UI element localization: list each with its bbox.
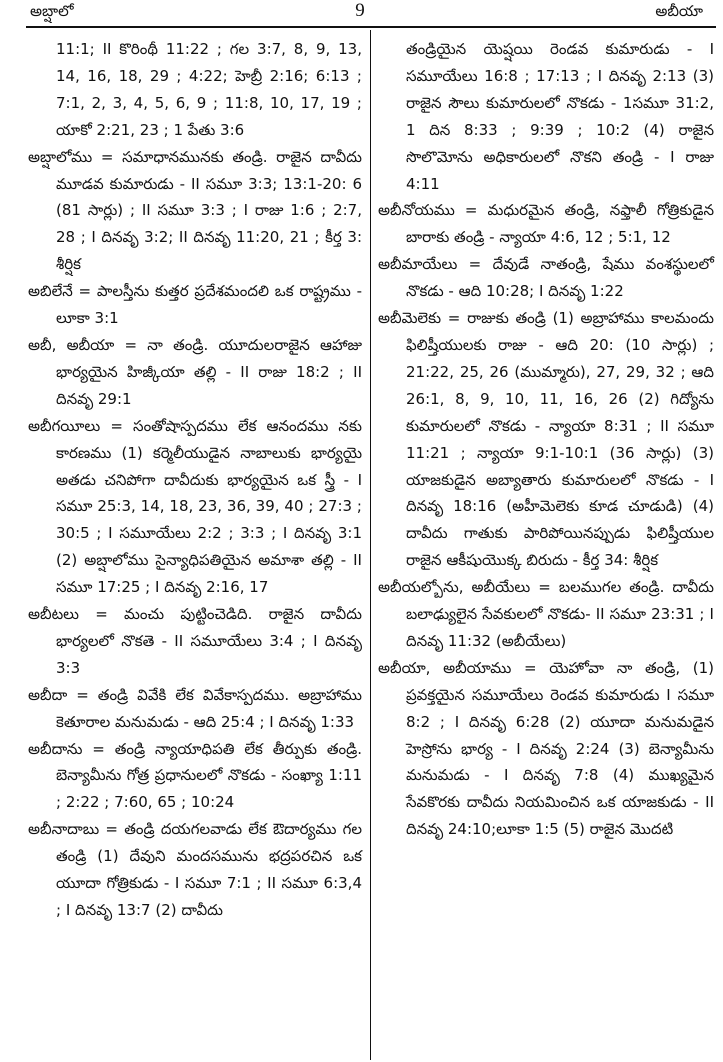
dictionary-entry: అబీ, అబీయా = నా తండ్రి. యూదులరాజైన ఆహాజు భార్యయైన హిజ్కీయా తల్లి - II రాజు 18:2 ; II దినవృ 29:1 [28, 335, 362, 408]
right-column [378, 36, 714, 843]
dictionary-entry: అబీయా, అబీయాము = యెహోవా నా తండ్రి, (1) ప్రవక్తయైన సమూయేలు రెండవ కుమారుడు I సమూ 8:2 ; I దినవృ 6:28 (2) యూదా మనుమడైన హెస్రోను భార్య - I దినవృ 2:24 (3) బెన్యామీను మనుమడు - I దినవృ 7:8 (4) ముఖ్యమైన సేవకొరకు దావీదు నియమించిన ఒక యాజకుడు - II దినవృ 24:10;లూకా 1:5 (5) రాజైన మొదటి [378, 658, 714, 839]
column-divider [370, 30, 371, 1060]
dictionary-entry: అబ్షాలోము = సమాధానమునకు తండ్రి. రాజైన దావీదు మూడవ కుమారుడు - II సమూ 3:3; 13:1-20: 6 (81 సార్లు) ; II సమూ 3:3 ; I రాజు 1:6 ; 2:7, 28 ; I దినవృ 3:2; II దినవృ 11:20, 21 ; కీర్త 3: శీర్షిక [28, 147, 362, 274]
header-right-guide-word: అబీయా [655, 2, 703, 20]
dictionary-entry: అబీమాయేలు = దేవుడే నాతండ్రి, షేము వంశస్థులలో నొకడు - ఆది 10:28; I దినవృ 1:22 [378, 255, 714, 301]
dictionary-entry: అబీమెలెకు = రాజుకు తండ్రి (1) అబ్రాహాము కాలమందు ఫిలిష్తీయులకు రాజు - ఆది 20: (10 సార్లు) ; 21:22, 25, 26 (ముమ్మారు), 27, 29, 32 ; ఆది 26:1, 8, 9, 10, 11, 16, 26 (2) గిద్యోను కుమారులలో నొకడు - న్యాయా 8:31 ; II సమూ 11:21 ; న్యాయా 9:1-10:1 (36 సార్లు) (3) యాజకుడైన అబ్యాతారు కుమారులలో నొకడు - I దినవృ 18:16 (అహీమెలెకు కూడ చూడుడి) (4) దావీదు గాతుకు పారిపోయినప్పుడు ఫిలిష్తీయుల రాజైన ఆకీషుయొక్క బిరుదు - కీర్త 34: శీర్షిక [378, 309, 714, 570]
dictionary-entry: అబీదా = తండ్రి వివేకి లేక వివేకాస్పదము. అబ్రాహాము కెతూరాల మనుమడు - ఆది 25:4 ; I దినవృ 1:33 [28, 685, 362, 731]
dictionary-entry: అబీయల్బోను, అబీయేలు = బలముగల తండ్రి. దావీదు బలాఢ్యులైన సేవకులలో నొకడు- II సమూ 23:31 ; I దినవృ 11:32 (అబీయేలు) [378, 578, 714, 650]
dictionary-entry: అబీనాదాబు = తండ్రి దయగలవాడు లేక ఔదార్యము గల తండ్రి (1) దేవుని మందసమును భద్రపరచిన ఒక యూదా గోత్రికుడు - I సమూ 7:1 ; II సమూ 6:3,4 ; I దినవృ 13:7 (2) దావీదు [28, 820, 362, 919]
continued-entry-text: తండ్రియైన యెష్షయి రెండవ కుమారుడు - I సమూయేలు 16:8 ; 17:13 ; I దినవృ 2:13 (3) రాజైన సౌలు కుమారులలో నొకడు - 1సమూ 31:2, 1 దిన 8:33 ; 9:39 ; 10:2 (4) రాజైన సొలొమోను అధికారులలో నొకని తండ్రి - I రాజు 4:11 [406, 40, 714, 193]
dictionary-entry: అబీనోయము = మధురమైన తండ్రి, నఫ్తాలీ గోత్రికుడైన బారాకు తండ్రి - న్యాయా 4:6, 12 ; 5:1, 12 [378, 201, 714, 247]
dictionary-entry: అబీగయీలు = సంతోషాస్పదము లేక ఆనందము నకు కారణము (1) కర్మెలీయుడైన నాబాలుకు భార్యయై అతడు చనిపోగా దావీదుకు భార్యయైన ఒక స్త్రీ - I సమూ 25:3, 14, 18, 23, 36, 39, 40 ; 27:3 ; 30:5 ; I సమూయేలు 2:2 ; 3:3 ; I దినవృ 3:1 (2) అబ్షాలోము సైన్యాధిపతియైన అమాశా తల్లి - II సమూ 17:25 ; I దినవృ 2:16, 17 [28, 416, 362, 597]
dictionary-entry: అబీటలు = మంచు పుట్టించెడిది. రాజైన దావీదు భార్యలలో నొకతె - II సమూయేలు 3:4 ; I దినవృ 3:3 [28, 605, 362, 677]
page-number: 9 [355, 0, 365, 21]
header-left-guide-word: అబ్షాలో [30, 2, 74, 20]
running-header [0, 0, 723, 26]
continued-entry-text: 11:1; II కొరింథీ 11:22 ; గల 3:7, 8, 9, 13, 14, 16, 18, 29 ; 4:22; హెబ్రీ 2:16; 6:13 ; 7:1, 2, 3, 4, 5, 6, 9 ; 11:8, 10, 17, 19 ; యాకో 2:21, 23 ; 1 పేతు 3:6 [56, 40, 362, 139]
header-rule [26, 26, 716, 28]
left-column [28, 36, 362, 924]
dictionary-entry: అబీదాను = తండ్రి న్యాయాధిపతి లేక తీర్పుకు తండ్రి. బెన్యామీను గోత్ర ప్రధానులలో నొకడు - సంఖ్యా 1:11 ; 2:22 ; 7:60, 65 ; 10:24 [28, 739, 362, 812]
dictionary-entry: అబిలేనే = పాలస్తీను కుత్తర ప్రదేశమందలి ఒక రాష్ట్రము - లూకా 3:1 [28, 282, 362, 328]
